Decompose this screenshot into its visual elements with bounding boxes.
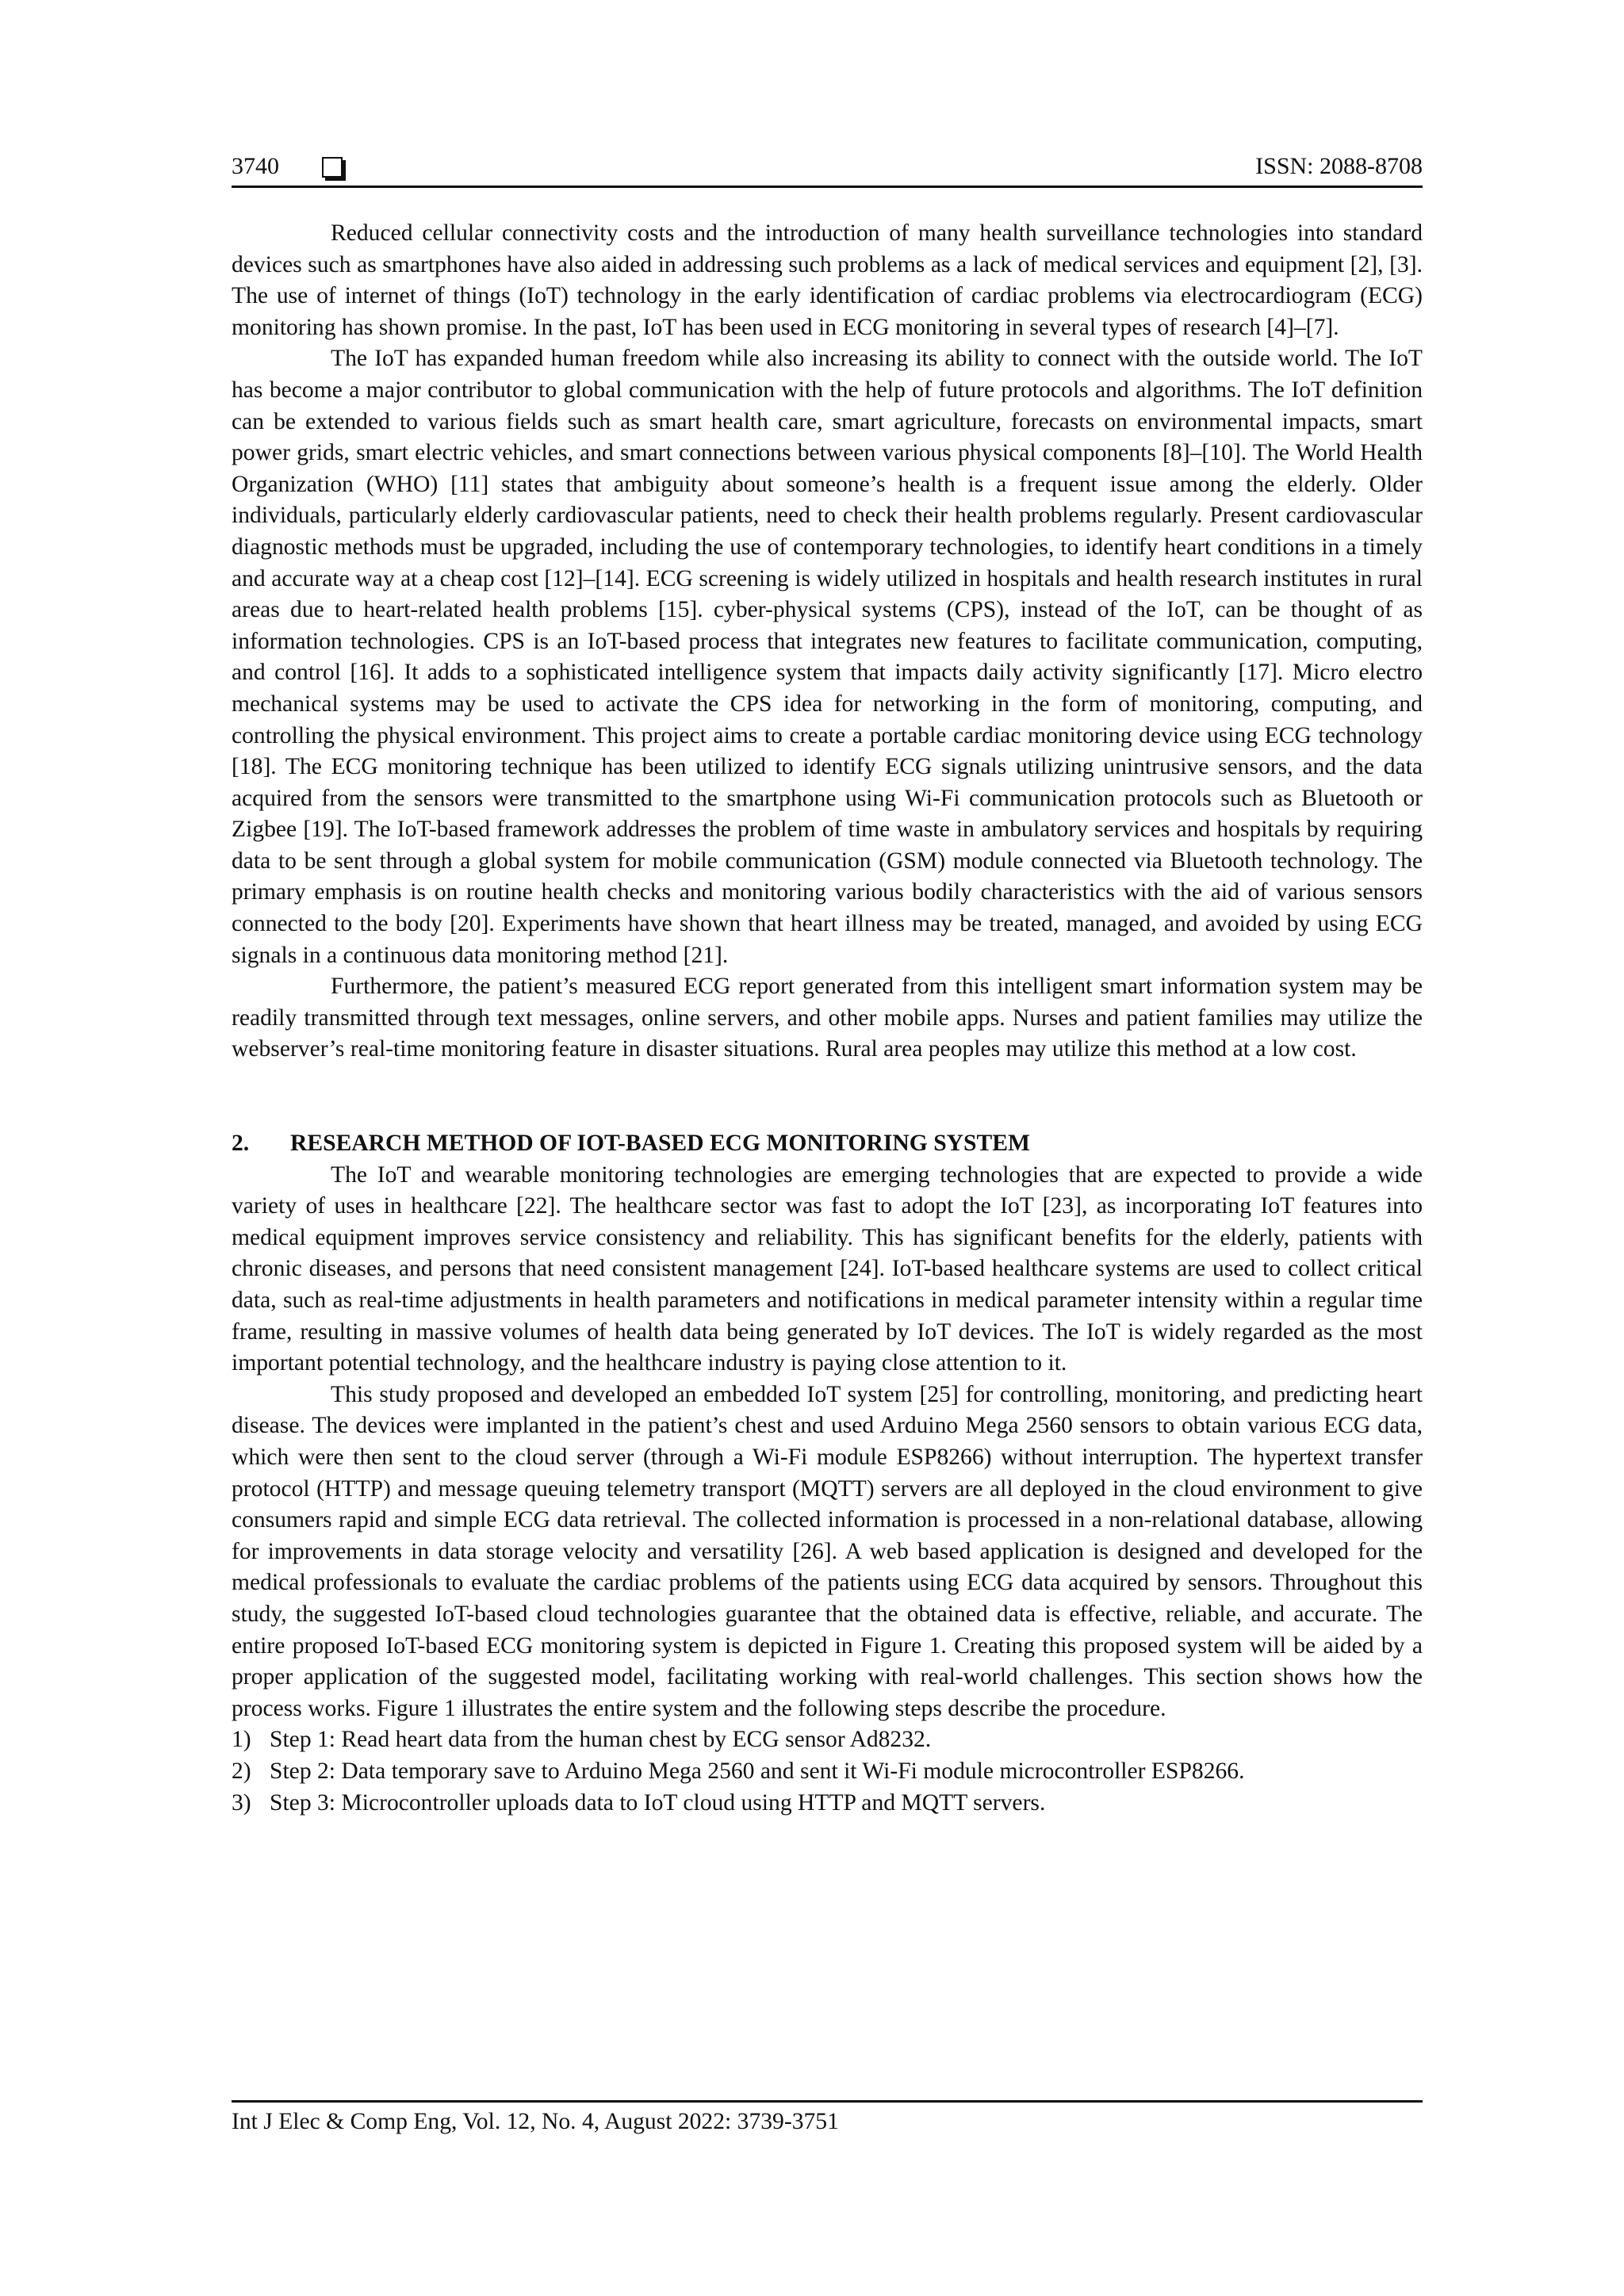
list-item <box>232 1788 1423 1820</box>
step-text: Step 2: Data temporary save to Arduino Mega 2560 and sent it Wi-Fi module microcontroller ESP8266. <box>270 1758 1245 1784</box>
step-number: 2) <box>232 1758 251 1784</box>
main-text <box>232 218 1423 1819</box>
list-item <box>232 1756 1423 1788</box>
paragraph-intro-1: Reduced cellular connectivity costs and the introduction of many health surveillance technologies into standard devices such as smartphones have also aided in addressing such problems as a lack of medical services and equipment [2], [3]. The use of internet of things (IoT) technology in the early identification of cardiac problems via electrocardiogram (ECG) monitoring has shown promise. In the past, IoT has been used in ECG monitoring in several types of research [4]–[7]. <box>232 220 1423 340</box>
running-header <box>232 151 1423 188</box>
page-number: 3740 <box>232 153 279 179</box>
section-heading <box>232 1128 1423 1160</box>
paragraph-method-1: The IoT and wearable monitoring technologies are emerging technologies that are expected to provide a wide variety of uses in healthcare [22]. The healthcare sector was fast to adopt the IoT [23], as incorporating IoT features into medical equipment improves service consistency and reliability. This has significant benefits for the elderly, patients with chronic diseases, and persons that need consistent management [24]. IoT-based healthcare systems are used to collect critical data, such as real-time adjustments in health parameters and notifications in medical parameter intensity within a regular time frame, resulting in massive volumes of health data being generated by IoT devices. The IoT is widely regarded as the most important potential technology, and the healthcare industry is paying close attention to it. <box>232 1161 1423 1376</box>
paragraph-intro-3: Furthermore, the patient’s measured ECG report generated from this intelligent smart information system may be readily transmitted through text messages, online servers, and other mobile apps. Nurses and patient families may utilize the webserver’s real-time monitoring feature in disaster situations. Rural area peoples may utilize this method at a low cost. <box>232 974 1423 1062</box>
running-footer <box>232 2100 1423 2138</box>
header-left <box>232 151 343 182</box>
step-text: Step 3: Microcontroller uploads data to IoT cloud using HTTP and MQTT servers. <box>270 1789 1046 1816</box>
paragraph-intro-2: The IoT has expanded human freedom while also increasing its ability to connect with the outside world. The IoT has become a major contributor to global communication with the help of future protocols and algorithms. The IoT definition can be extended to various fields such as smart health care, smart agriculture, forecasts on environmental impacts, smart power grids, smart electric vehicles, and smart connections between various physical components [8]–[10]. The World Health Organization (WHO) [11] states that ambiguity about someone’s health is a frequent issue among the elderly. Older individuals, particularly elderly cardiovascular patients, need to check their health problems regularly. Present cardiovascular diagnostic methods must be upgraded, including the use of contemporary technologies, to identify heart conditions in a timely and accurate way at a cheap cost [12]–[14]. ECG screening is widely utilized in hospitals and health research institutes in rural areas due to heart-related health problems [15]. cyber-physical systems (CPS), instead of the IoT, can be thought of as information technologies. CPS is an IoT-based process that integrates new features to facilitate communication, computing, and control [16]. It adds to a sophisticated intelligence system that impacts daily activity significantly [17]. Micro electro mechanical systems may be used to activate the CPS idea for networking in the form of monitoring, computing, and controlling the physical environment. This project aims to create a portable cardiac monitoring device using ECG technology [18]. The ECG monitoring technique has been utilized to identify ECG signals utilizing unintrusive sensors, and the data acquired from the sensors were transmitted to the smartphone using Wi-Fi communication protocols such as Bluetooth or Zigbee [19]. The IoT-based framework addresses the problem of time waste in ambulatory services and hospitals by requiring data to be sent through a global system for mobile communication (GSM) module connected via Bluetooth technology. The primary emphasis is on routine health checks and monitoring various bodily characteristics with the aid of various sensors connected to the body [20]. Experiments have shown that heart illness may be treated, managed, and avoided by using ECG signals in a continuous data monitoring method [21]. <box>232 346 1423 968</box>
journal-citation: Int J Elec & Comp Eng, Vol. 12, No. 4, August 2022: 3739-3751 <box>232 2109 839 2134</box>
page-body <box>232 151 1423 1819</box>
list-item <box>232 1724 1423 1756</box>
paragraph-method-2: This study proposed and developed an embedded IoT system [25] for controlling, monitoring, and predicting heart disease. The devices were implanted in the patient’s chest and used Arduino Mega 2560 sensors to obtain various ECG data, which were then sent to the cloud server (through a Wi-Fi module ESP8266) without interruption. The hypertext transfer protocol (HTTP) and message queuing telemetry transport (MQTT) servers are all deployed in the cloud environment to give consumers rapid and simple ECG data retrieval. The collected information is processed in a non-relational database, allowing for improvements in data storage velocity and versatility [26]. A web based application is designed and developed for the medical professionals to evaluate the cardiac problems of the patients using ECG data acquired by sensors. Throughout this study, the suggested IoT-based cloud technologies guarantee that the obtained data is effective, reliable, and accurate. The entire proposed IoT-based ECG monitoring system is depicted in Figure 1. Creating this proposed system will be aided by a proper application of the suggested model, facilitating working with real-world challenges. This section shows how the process works. Figure 1 illustrates the entire system and the following steps describe the procedure. <box>232 1381 1423 1721</box>
square-bullet-icon <box>322 157 343 178</box>
section-title: RESEARCH METHOD OF IOT-BASED ECG MONITORING SYSTEM <box>290 1131 1030 1157</box>
steps-list <box>232 1724 1423 1819</box>
issn-label: ISSN: 2088-8708 <box>1255 153 1423 179</box>
step-number: 3) <box>232 1789 251 1816</box>
section-number: 2. <box>232 1131 250 1157</box>
step-text: Step 1: Read heart data from the human chest by ECG sensor Ad8232. <box>270 1727 932 1753</box>
step-number: 1) <box>232 1727 251 1753</box>
